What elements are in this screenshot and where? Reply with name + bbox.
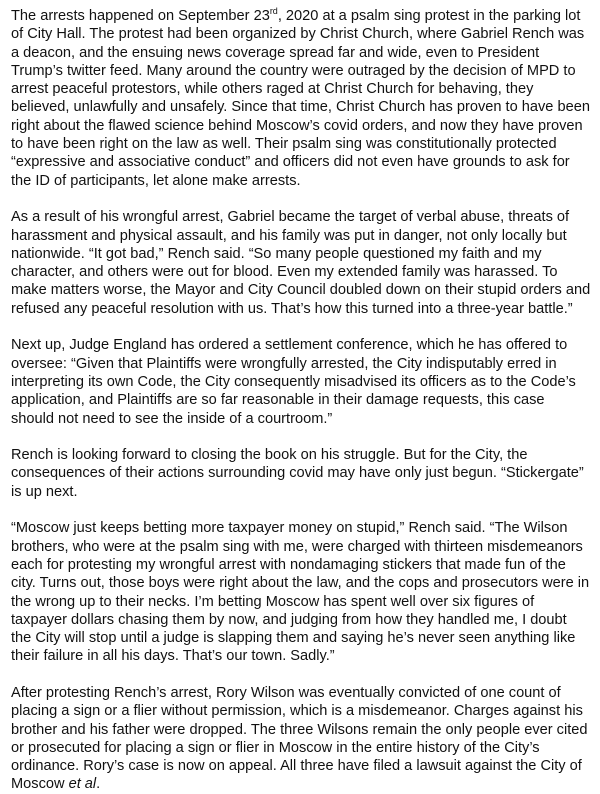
paragraph-wilson-conviction [11,684,591,794]
paragraph-wrongful-arrest: As a result of his wrongful arrest, Gabriel became the target of verbal abuse, threats of harassment and physical assault, and his family was put in danger, not only locally but nationwide. “It got bad,” Rench said. “So many people questioned my faith and my character, and others were out for blood. Even my extended family was harassed. To make matters worse, the Mayor and City Council doubled down on their stupid orders and refused any peaceful resolution with us. That’s how this turned into a three-year battle.” [11,209,591,317]
paragraph-stickergate: Rench is looking forward to closing the book on his struggle. But for the City, the consequences of their actions surrounding covid may have only just begun. “Stickergate” is up next. [11,447,584,500]
p1-text-rest: , 2020 at a psalm sing protest in the parking lot of City Hall. The protest had been organized by Christ Church, where Gabriel Rench was a deacon, and the ensuing news coverage spread far and wide, even to President Trump’s twitter feed. Many around the country were outraged by the decision of MPD to arrest peaceful protestors, while others raged at Christ Church for behaving, they believed, unlawfully and unsafely. Since that time, Christ Church has proven to have been right about the flawed science behind Moscow’s covid orders, and now they have proven to have been right on the law as well. Their psalm sing was constitutionally protected “expressive and associative conduct” and officers did not even have grounds to ask for the ID of participants, let alone make arrests. [11,8,590,189]
document-body [11,7,591,794]
paragraph-settlement-conference: Next up, Judge England has ordered a settlement conference, which he has offered to oversee: “Given that Plaintiffs were wrongfully arrested, the City indisputably erred in interpreting its own Code, the City consequently misadvised its officers as to the Code’s application, and Plaintiffs are so far reasonable in their damage requests, this case should not need to see the inside of a courtroom.” [11,337,576,427]
paragraph-arrests [11,7,591,190]
ordinal-suffix: rd [269,6,278,17]
p1-text-start: The arrests happened on September 23 [11,8,270,24]
p6-text: After protesting Rench’s arrest, Rory Wilson was eventually convicted of one count of placing a sign or a flier without permission, which is a misdemeanor. Charges against his brother and his father were dropped. The three Wilsons remain the only people ever cited or prosecuted for placing a sign or flier in Moscow in the entire history of the City’s ordinance. Rory’s case is now on appeal. All three have filed a lawsuit against the City of Moscow [11,684,588,793]
p6-end: . [96,776,101,793]
et-al-italic: et al [68,776,97,793]
paragraph-rench-quote: “Moscow just keeps betting more taxpayer money on stupid,” Rench said. “The Wilson brothers, who were at the psalm sing with me, were charged with thirteen misdemeanors each for protesting my wrongful arrest with nondamaging stickers that made fun of the city. Turns out, those boys were right about the law, and the cops and prosecutors were in the wrong up to their necks. I’m betting Moscow has spent well over six figures of taxpayer dollars chasing them by now, and judging from how they handled me, I doubt the City will stop until a judge is slapping them and saying he’s never seen anything like their failure in all his days. That’s our town. Sadly.” [11,520,590,665]
